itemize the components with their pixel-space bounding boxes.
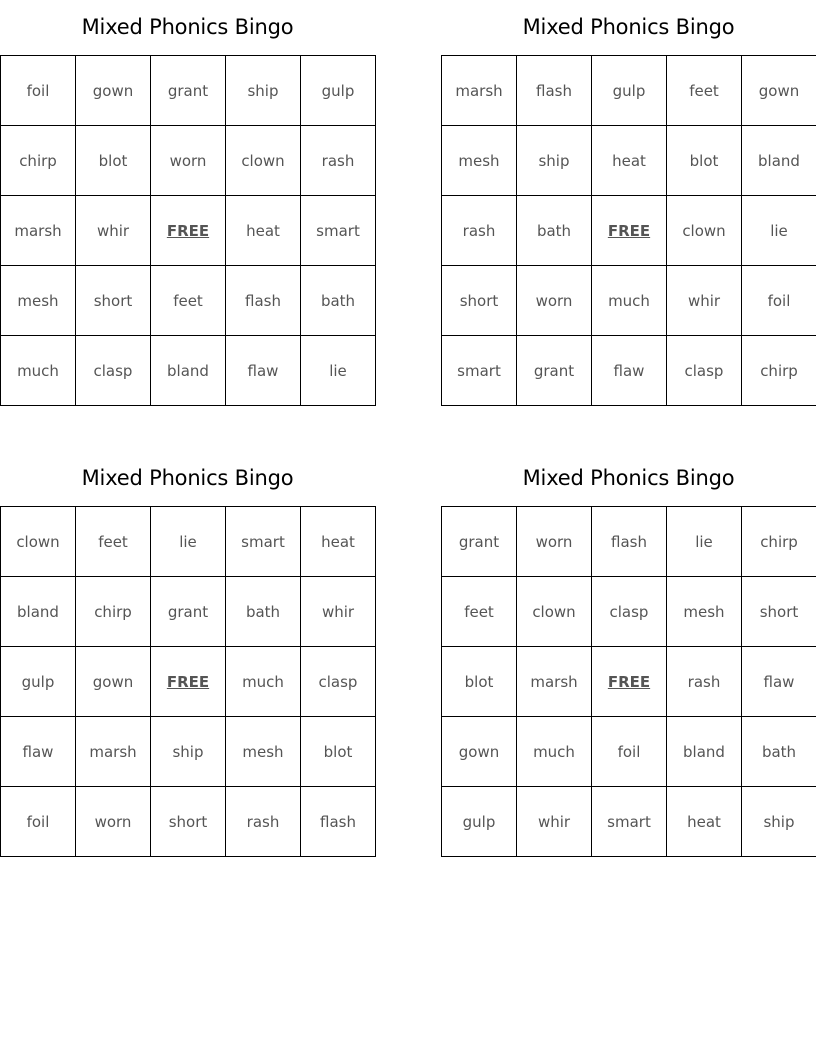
grid-row (1, 577, 376, 647)
card-title: Mixed Phonics Bingo (522, 15, 735, 39)
grid-cell: rash (226, 787, 301, 857)
grid-cell: much (517, 717, 592, 787)
grid-cell: worn (517, 266, 592, 336)
grid-cell: feet (442, 577, 517, 647)
bingo-grid (441, 55, 816, 406)
grid-cell: gown (76, 56, 151, 126)
grid-row (442, 577, 816, 647)
grid-cell: flaw (592, 336, 667, 406)
grid-cell: ship (742, 787, 816, 857)
grid-row (442, 647, 816, 717)
grid-cell: smart (226, 507, 301, 577)
grid-row (442, 787, 816, 857)
grid-cell: lie (151, 507, 226, 577)
grid-cell: smart (592, 787, 667, 857)
grid-cell: marsh (517, 647, 592, 717)
grid-cell: clown (517, 577, 592, 647)
grid-cell: clasp (667, 336, 742, 406)
grid-row (442, 507, 816, 577)
grid-cell: bath (517, 196, 592, 266)
grid-cell: foil (1, 787, 76, 857)
bingo-grid (0, 55, 376, 406)
grid-cell: feet (667, 56, 742, 126)
grid-cell: clasp (592, 577, 667, 647)
grid-cell: marsh (76, 717, 151, 787)
grid-row (1, 266, 376, 336)
grid-cell: bath (742, 717, 816, 787)
grid-cell: bland (151, 336, 226, 406)
grid-cell: mesh (667, 577, 742, 647)
grid-cell: much (1, 336, 76, 406)
grid-cell: mesh (1, 266, 76, 336)
grid-cell: short (442, 266, 517, 336)
grid-row (1, 507, 376, 577)
grid-cell: heat (301, 507, 376, 577)
grid-cell: blot (442, 647, 517, 717)
grid-cell: smart (442, 336, 517, 406)
free-space-cell: FREE (151, 196, 226, 266)
grid-cell: flash (226, 266, 301, 336)
grid-row (442, 126, 816, 196)
grid-cell: chirp (76, 577, 151, 647)
grid-cell: foil (742, 266, 816, 336)
grid-cell: gulp (442, 787, 517, 857)
grid-row (1, 787, 376, 857)
grid-cell: heat (592, 126, 667, 196)
grid-cell: flaw (226, 336, 301, 406)
grid-cell: whir (76, 196, 151, 266)
grid-cell: chirp (742, 336, 816, 406)
grid-cell: ship (151, 717, 226, 787)
grid-cell: lie (667, 507, 742, 577)
grid-cell: grant (151, 577, 226, 647)
grid-cell: ship (517, 126, 592, 196)
grid-cell: foil (1, 56, 76, 126)
grid-cell: marsh (1, 196, 76, 266)
grid-cell: lie (301, 336, 376, 406)
grid-cell: gulp (592, 56, 667, 126)
grid-cell: blot (301, 717, 376, 787)
grid-cell: foil (592, 717, 667, 787)
grid-cell: blot (667, 126, 742, 196)
grid-cell: smart (301, 196, 376, 266)
card-title: Mixed Phonics Bingo (522, 466, 735, 490)
grid-row (442, 717, 816, 787)
grid-cell: rash (667, 647, 742, 717)
grid-cell: gown (742, 56, 816, 126)
grid-row (442, 196, 816, 266)
grid-cell: mesh (442, 126, 517, 196)
grid-cell: bath (301, 266, 376, 336)
grid-cell: rash (301, 126, 376, 196)
grid-row (442, 266, 816, 336)
card-title: Mixed Phonics Bingo (81, 15, 294, 39)
bingo-grid (441, 506, 816, 857)
grid-cell: bland (742, 126, 816, 196)
grid-cell: clown (226, 126, 301, 196)
grid-cell: much (226, 647, 301, 717)
grid-cell: bath (226, 577, 301, 647)
grid-row (1, 336, 376, 406)
grid-cell: feet (151, 266, 226, 336)
free-space-cell: FREE (151, 647, 226, 717)
grid-row (1, 126, 376, 196)
grid-cell: gown (76, 647, 151, 717)
grid-row (442, 56, 816, 126)
card-title: Mixed Phonics Bingo (81, 466, 294, 490)
grid-cell: gulp (1, 647, 76, 717)
grid-cell: short (151, 787, 226, 857)
grid-cell: chirp (1, 126, 76, 196)
grid-cell: grant (517, 336, 592, 406)
grid-cell: marsh (442, 56, 517, 126)
grid-cell: rash (442, 196, 517, 266)
grid-row (1, 647, 376, 717)
grid-cell: whir (301, 577, 376, 647)
grid-cell: clown (1, 507, 76, 577)
grid-cell: worn (76, 787, 151, 857)
grid-cell: whir (667, 266, 742, 336)
free-space-cell: FREE (592, 196, 667, 266)
grid-cell: blot (76, 126, 151, 196)
grid-row (1, 56, 376, 126)
grid-cell: short (742, 577, 816, 647)
grid-cell: bland (1, 577, 76, 647)
grid-cell: flash (517, 56, 592, 126)
grid-cell: worn (151, 126, 226, 196)
grid-cell: heat (226, 196, 301, 266)
grid-cell: much (592, 266, 667, 336)
grid-cell: worn (517, 507, 592, 577)
grid-cell: flaw (742, 647, 816, 717)
grid-cell: lie (742, 196, 816, 266)
grid-cell: gulp (301, 56, 376, 126)
grid-cell: feet (76, 507, 151, 577)
grid-row (442, 336, 816, 406)
grid-cell: whir (517, 787, 592, 857)
grid-row (1, 717, 376, 787)
grid-cell: ship (226, 56, 301, 126)
grid-cell: flash (301, 787, 376, 857)
grid-cell: gown (442, 717, 517, 787)
grid-cell: heat (667, 787, 742, 857)
free-space-cell: FREE (592, 647, 667, 717)
grid-cell: clown (667, 196, 742, 266)
bingo-grid (0, 506, 376, 857)
grid-cell: bland (667, 717, 742, 787)
grid-cell: mesh (226, 717, 301, 787)
grid-cell: short (76, 266, 151, 336)
grid-cell: grant (442, 507, 517, 577)
grid-cell: grant (151, 56, 226, 126)
grid-cell: flaw (1, 717, 76, 787)
grid-row (1, 196, 376, 266)
grid-cell: flash (592, 507, 667, 577)
grid-cell: clasp (76, 336, 151, 406)
grid-cell: clasp (301, 647, 376, 717)
grid-cell: chirp (742, 507, 816, 577)
